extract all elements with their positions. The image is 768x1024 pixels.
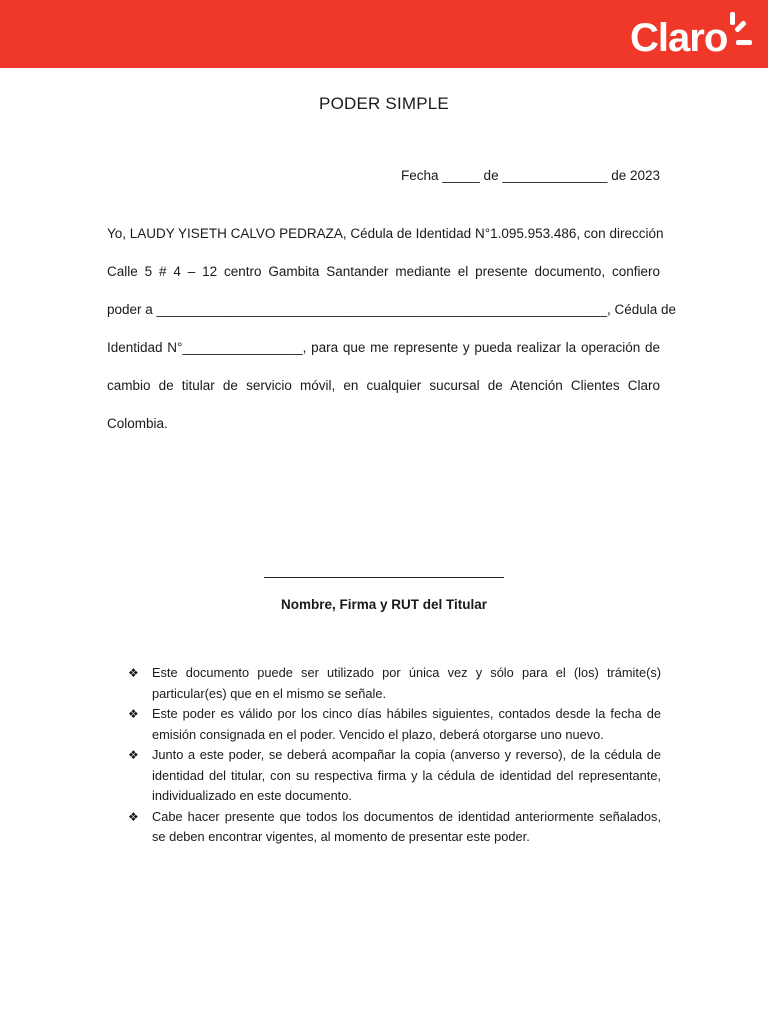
diamond-bullet-icon: ❖ — [128, 707, 139, 721]
body-paragraph — [107, 215, 677, 443]
date-line: Fecha _____ de ______________ de 2023 — [401, 168, 660, 183]
body-line: poder a ____________________________________________________________, Cédula de — [107, 302, 677, 317]
body-line: Identidad N°________________, para que me represente y pueda realizar la operación de — [107, 340, 660, 355]
diamond-bullet-icon: ❖ — [128, 748, 139, 762]
logo-rays-icon — [714, 8, 758, 64]
notes-list — [128, 663, 661, 848]
body-line: Calle 5 # 4 – 12 centro Gambita Santander mediante el presente documento, confiero — [107, 264, 660, 279]
document-title: PODER SIMPLE — [319, 94, 449, 113]
body-line: cambio de titular de servicio móvil, en cualquier sucursal de Atención Clientes Claro — [107, 378, 660, 393]
claro-logo — [630, 8, 760, 64]
list-item — [128, 704, 661, 745]
list-item — [128, 663, 661, 704]
signature-line — [264, 577, 504, 578]
note-text: Este poder es válido por los cinco días hábiles siguientes, contados desde la fecha de emisión consignada en el poder. Vencido el plazo, deberá otorgarse uno nuevo. — [152, 706, 661, 742]
signature-label: Nombre, Firma y RUT del Titular — [280, 597, 488, 612]
body-line: Yo, LAUDY YISETH CALVO PEDRAZA, Cédula de Identidad N°1.095.953.486, con dirección — [107, 226, 664, 241]
list-item — [128, 745, 661, 807]
body-line: Colombia. — [107, 416, 168, 431]
note-text: Este documento puede ser utilizado por única vez y sólo para el (los) trámite(s) particular(es) que en el mismo se señale. — [152, 665, 661, 701]
list-item — [128, 807, 661, 848]
header-bar — [0, 0, 768, 68]
note-text: Junto a este poder, se deberá acompañar la copia (anverso y reverso), de la cédula de identidad del titular, con su respectiva firma y la cédula de identidad del representante, individualizado en este documento. — [152, 747, 661, 803]
diamond-bullet-icon: ❖ — [128, 809, 139, 824]
logo-text: Claro — [630, 16, 728, 60]
diamond-bullet-icon: ❖ — [128, 666, 139, 680]
note-text: Cabe hacer presente que todos los documentos de identidad anteriormente señalados, se deben encontrar vigentes, al momento de presentar este poder. — [152, 808, 661, 844]
